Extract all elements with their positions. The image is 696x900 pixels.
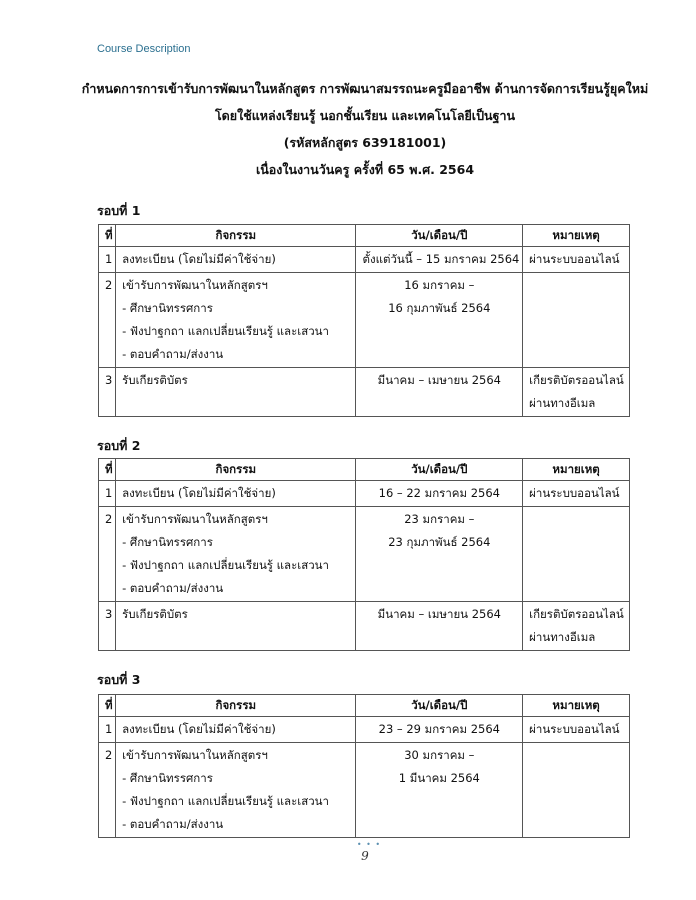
table-row [99, 481, 630, 507]
note-cell [523, 507, 630, 602]
header-activity: กิจกรรม [116, 225, 356, 247]
table-row [99, 602, 630, 651]
row-number: 1 [99, 247, 116, 273]
table-row [99, 273, 630, 368]
row-number: 3 [99, 602, 116, 651]
date-line: 16 – 22 มกราคม 2564 [378, 486, 500, 500]
title-line: (รหัสหลักสูตร 639181001) [283, 135, 447, 150]
activity-line: รับเกียรติบัตร [122, 607, 188, 621]
activity-line: รับเกียรติบัตร [122, 373, 188, 387]
activity-cell [116, 717, 356, 743]
activity-line: - ศึกษานิทรรศการ [122, 301, 213, 315]
document-title [60, 80, 670, 188]
table-header-row [99, 695, 630, 717]
title-line: โดยใช้แหล่งเรียนรู้ นอกชั้นเรียน และเทคโนโลยีเป็นฐาน [214, 108, 516, 123]
schedule-table [98, 224, 630, 417]
activity-cell [116, 273, 356, 368]
date-line: ตั้งแต่วันนี้ – 15 มกราคม 2564 [362, 252, 520, 266]
activity-cell [116, 743, 356, 838]
activity-line: เข้ารับการพัฒนาในหลักสูตรฯ [122, 748, 268, 762]
date-line: 23 กุมภาพันธ์ 2564 [388, 535, 491, 549]
activity-line: ลงทะเบียน (โดยไม่มีค่าใช้จ่าย) [122, 722, 276, 736]
date-line: 16 มกราคม – [404, 278, 475, 292]
date-cell [356, 481, 523, 507]
date-cell [356, 368, 523, 417]
activity-line: เข้ารับการพัฒนาในหลักสูตรฯ [122, 278, 268, 292]
row-number: 1 [99, 481, 116, 507]
course-description-label: Course Description [97, 43, 191, 55]
activity-cell [116, 247, 356, 273]
date-line: 23 – 29 มกราคม 2564 [378, 722, 500, 736]
date-cell [356, 247, 523, 273]
activity-line: - ตอบคำถาม/ส่งงาน [122, 581, 224, 595]
activity-line: - ตอบคำถาม/ส่งงาน [122, 347, 224, 361]
note-cell [523, 481, 630, 507]
table-header-row [99, 459, 630, 481]
row-number: 2 [99, 507, 116, 602]
title-line: เนื่องในงานวันครู ครั้งที่ 65 พ.ศ. 2564 [255, 162, 475, 177]
date-line: 23 มกราคม – [404, 512, 475, 526]
date-cell [356, 507, 523, 602]
note-line: เกียรติบัตรออนไลน์ [529, 607, 624, 621]
note-line: ผ่านทางอีเมล [529, 630, 596, 644]
page-dots-ornament: • • • [356, 840, 382, 849]
note-cell [523, 743, 630, 838]
note-cell [523, 273, 630, 368]
header-date: วัน/เดือน/ปี [356, 459, 523, 481]
note-line: เกียรติบัตรออนไลน์ [529, 373, 624, 387]
title-line: กำหนดการการเข้ารับการพัฒนาในหลักสูตร การพัฒนาสมรรถนะครูมืออาชีพ ด้านการจัดการเรียนรู้ยุคใหม่ [81, 81, 649, 96]
page-number: 9 [361, 849, 369, 863]
activity-line: ลงทะเบียน (โดยไม่มีค่าใช้จ่าย) [122, 486, 276, 500]
table-row [99, 717, 630, 743]
row-number: 2 [99, 273, 116, 368]
schedule-table [98, 458, 630, 651]
note-line: ผ่านระบบออนไลน์ [529, 252, 620, 266]
activity-line: ลงทะเบียน (โดยไม่มีค่าใช้จ่าย) [122, 252, 276, 266]
date-line: 30 มกราคม – [404, 748, 475, 762]
round-label: รอบที่ 3 [97, 672, 141, 687]
date-cell [356, 717, 523, 743]
table-row [99, 743, 630, 838]
date-line: 1 มีนาคม 2564 [398, 771, 480, 785]
date-line: มีนาคม – เมษายน 2564 [377, 373, 501, 387]
activity-line: - ฟังปาฐกถา แลกเปลี่ยนเรียนรู้ และเสวนา [122, 324, 329, 338]
header-note: หมายเหตุ [523, 225, 630, 247]
schedule-table [98, 694, 630, 838]
activity-line: - ฟังปาฐกถา แลกเปลี่ยนเรียนรู้ และเสวนา [122, 794, 329, 808]
date-line: 16 กุมภาพันธ์ 2564 [388, 301, 491, 315]
header-activity: กิจกรรม [116, 459, 356, 481]
date-line: มีนาคม – เมษายน 2564 [377, 607, 501, 621]
header-no: ที่ [99, 695, 116, 717]
row-number: 2 [99, 743, 116, 838]
round-label: รอบที่ 1 [97, 203, 141, 218]
activity-cell [116, 602, 356, 651]
header-date: วัน/เดือน/ปี [356, 695, 523, 717]
header-no: ที่ [99, 459, 116, 481]
activity-cell [116, 507, 356, 602]
row-number: 3 [99, 368, 116, 417]
activity-line: - ศึกษานิทรรศการ [122, 771, 213, 785]
note-cell [523, 368, 630, 417]
row-number: 1 [99, 717, 116, 743]
round-label: รอบที่ 2 [97, 438, 141, 453]
date-cell [356, 743, 523, 838]
table-row [99, 507, 630, 602]
activity-cell [116, 481, 356, 507]
header-note: หมายเหตุ [523, 459, 630, 481]
table-row [99, 247, 630, 273]
note-cell [523, 717, 630, 743]
activity-line: - ตอบคำถาม/ส่งงาน [122, 817, 224, 831]
activity-line: เข้ารับการพัฒนาในหลักสูตรฯ [122, 512, 268, 526]
note-line: ผ่านระบบออนไลน์ [529, 486, 620, 500]
activity-cell [116, 368, 356, 417]
header-activity: กิจกรรม [116, 695, 356, 717]
date-cell [356, 273, 523, 368]
note-cell [523, 602, 630, 651]
header-date: วัน/เดือน/ปี [356, 225, 523, 247]
note-line: ผ่านระบบออนไลน์ [529, 722, 620, 736]
table-row [99, 368, 630, 417]
header-no: ที่ [99, 225, 116, 247]
note-line: ผ่านทางอีเมล [529, 396, 596, 410]
note-cell [523, 247, 630, 273]
header-note: หมายเหตุ [523, 695, 630, 717]
table-header-row [99, 225, 630, 247]
date-cell [356, 602, 523, 651]
activity-line: - ศึกษานิทรรศการ [122, 535, 213, 549]
activity-line: - ฟังปาฐกถา แลกเปลี่ยนเรียนรู้ และเสวนา [122, 558, 329, 572]
